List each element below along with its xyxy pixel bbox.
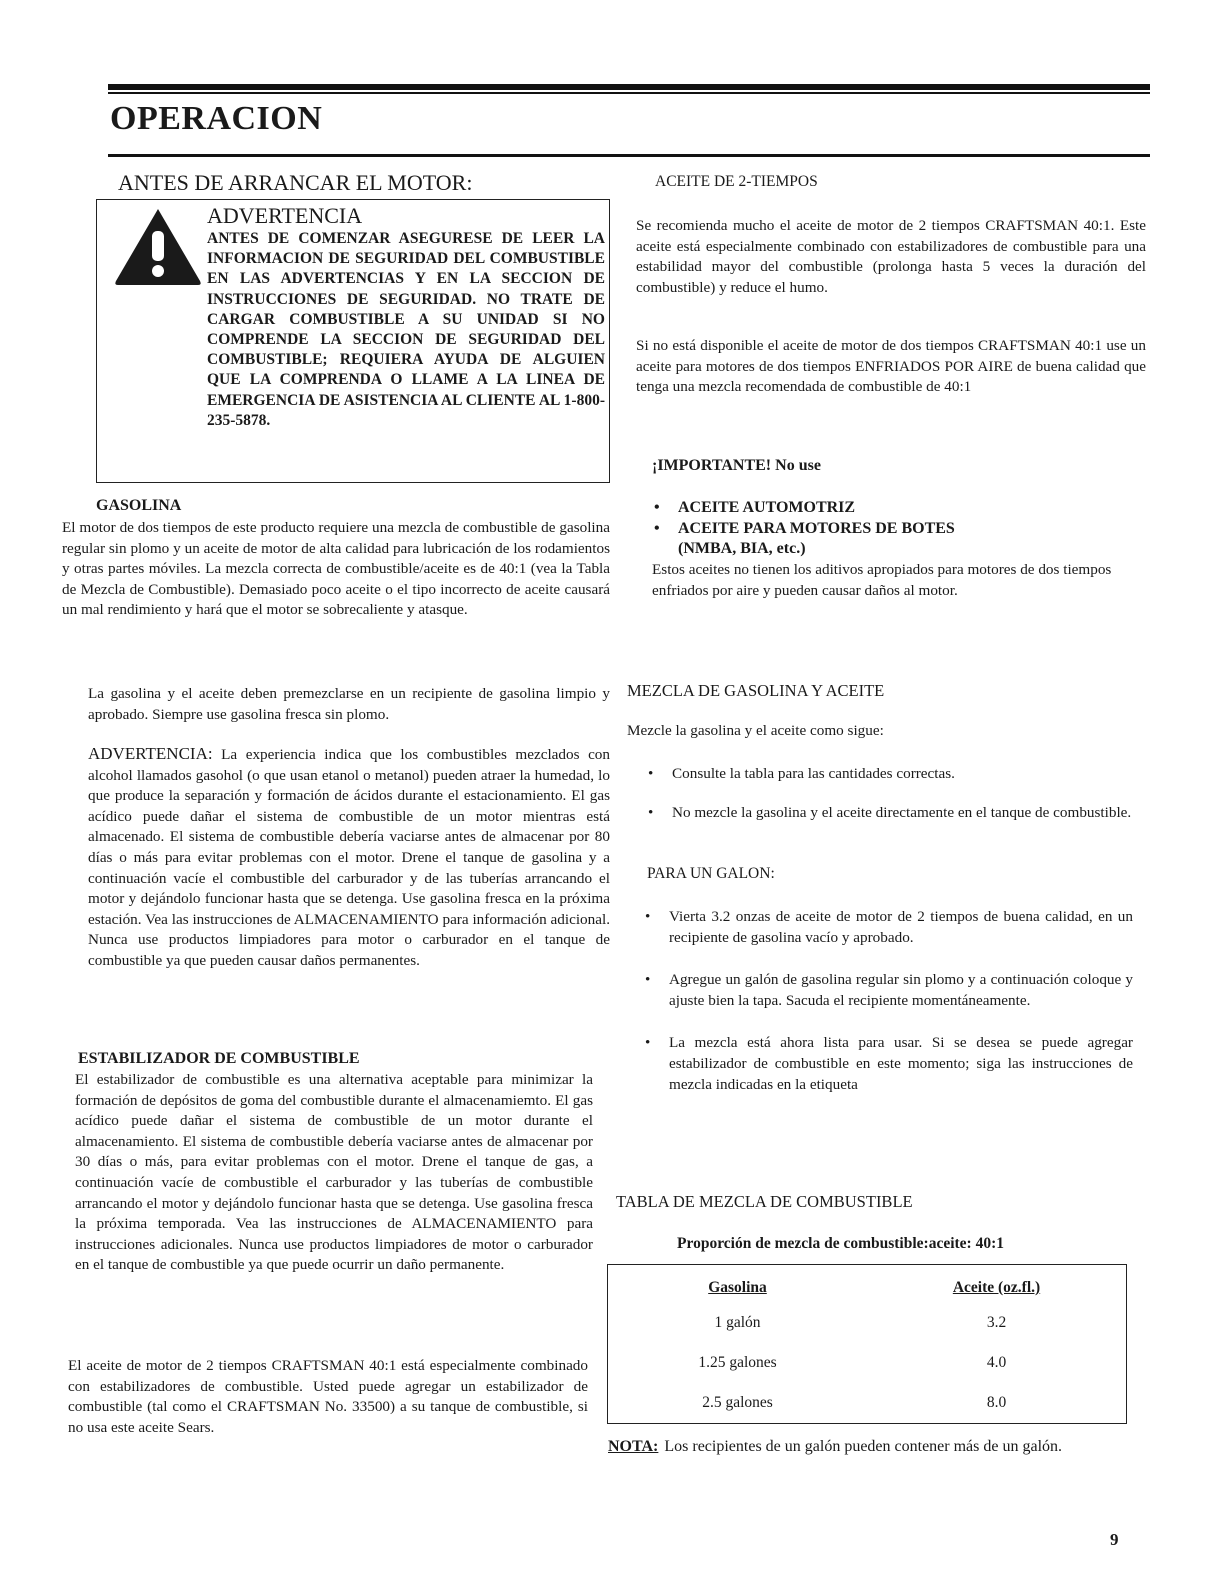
mix-table <box>608 1273 1126 1423</box>
list-item: • Agregue un galón de gasolina regular sin plomo y a continuación coloque y ajuste bien la tapa. Sacuda el recipiente momentáneamente. <box>645 970 1133 1011</box>
table-header-aceite: Aceite (oz.fl.) <box>952 1279 1041 1296</box>
table-row <box>608 1343 1126 1383</box>
estabilizador-paragraph-2: El aceite de motor de 2 tiempos CRAFTSMAN 40:1 está especialmente combinado con estabilizadores de combustible. Usted puede agregar un estabilizador de combustible (tal como el CRAFTSMAN No. 33500) a su tanque de combustible, si no usa este aceite Sears. <box>68 1357 588 1436</box>
list-item: • ACEITE AUTOMOTRIZ <box>654 498 1134 519</box>
list-item: • Consulte la tabla para las cantidades correctas. <box>648 764 1138 785</box>
aceite-paragraph-1: Se recomienda mucho el aceite de motor de 2 tiempos CRAFTSMAN 40:1. Este aceite está especialmente combinado con estabilizadores de combustible para una estabilidad mayor del combustible (prolonga hasta 5 veces la duración del combustible) y reduce el humo. <box>636 217 1146 296</box>
tabla-subtitle: Proporción de mezcla de combustible:aceite: 40:1 <box>677 1235 1005 1252</box>
tabla-heading: TABLA DE MEZCLA DE COMBUSTIBLE <box>616 1192 913 1211</box>
galon-steps <box>645 907 1133 1095</box>
list-item-text: La mezcla está ahora lista para usar. Si se desea se puede agregar estabilizador de combustible en este momento; siga las instrucciones de mezcla indicadas en la etiqueta <box>669 1034 1133 1093</box>
mezcla-heading: MEZCLA DE GASOLINA Y ACEITE <box>627 681 885 700</box>
table-cell: 1.25 galones <box>698 1354 777 1371</box>
gasolina-paragraph-2: La gasolina y el aceite deben premezclarse en un recipiente de gasolina limpio y aprobado. Siempre use gasolina fresca sin plomo. <box>88 685 610 723</box>
top-rule <box>108 84 1150 90</box>
list-item: • ACEITE PARA MOTORES DE BOTES <box>654 519 1134 540</box>
importante-note: Estos aceites no tienen los aditivos apropiados para motores de dos tiempos enfriados por aire y pueden causar daños al motor. <box>652 561 1112 599</box>
warning-paragraph-text: La experiencia indica que los combustibles mezclados con alcohol llamados gasohol (o que usan etanol o metanol) pueden atraer la humedad, lo que produce la separación y formación de ácidos durante el estacionamiento. El gas acídico puede dañar el sistema de combustible de un motor mientras está almacenado. El sistema de combustible debería vaciarse antes de almacenar por 80 días o más para evitar problemas con el motor. Drene el tanque de gasolina y a continuación vacíe el combustible del carburador y de las tuberías arrancando el motor y dejándolo funcionar hasta que se detenga. Use gasolina fresca en la próxima estación. Vea las instrucciones de ALMACENAMIENTO para información adicional. Nunca use productos limpiadores para motor o carburador en el tanque de combustible ya que pueden causar daños permanentes. <box>88 746 610 969</box>
warning-title: ADVERTENCIA <box>207 203 363 228</box>
list-item-text: Vierta 3.2 onzas de aceite de motor de 2 tiempos de buena calidad, en un recipiente de gasolina vacío y aprobado. <box>669 908 1133 946</box>
list-item: • No mezcle la gasolina y el aceite directamente en el tanque de combustible. <box>648 803 1138 824</box>
warning-text: ANTES DE COMENZAR ASEGURESE DE LEER LA INFORMACION DE SEGURIDAD DEL COMBUSTIBLE EN LAS ADVERTENCIAS Y EN LA SECCION DE INSTRUCCIONES DE SEGURIDAD. NO TRATE DE CARGAR COMBUSTIBLE A SU UNIDAD SI NO COMPRENDE LA SECCION DE SEGURIDAD DEL COMBUSTIBLE; REQUIERA AYUDA DE ALGUIEN QUE LA COMPRENDA O LLAME A LA LINEA DE EMERGENCIA DE ASISTENCIA AL CLIENTE AL 1-800-235-5878. <box>207 230 605 429</box>
list-item-text: No mezcle la gasolina y el aceite directamente en el tanque de combustible. <box>672 803 1132 821</box>
importante-list <box>654 498 1134 560</box>
list-item-text: Consulte la tabla para las cantidades correctas. <box>672 765 955 782</box>
list-item: • La mezcla está ahora lista para usar. Si se desea se puede agregar estabilizador de combustible en este momento; siga las instrucciones de mezcla indicadas en la etiqueta <box>645 1033 1133 1095</box>
table-header-row <box>608 1273 1126 1303</box>
warning-label: ADVERTENCIA: <box>88 744 213 763</box>
gasolina-paragraph-1: El motor de dos tiempos de este producto requiere una mezcla de combustible de gasolina regular sin plomo y un aceite de motor de alta calidad para lubricación de los rodamientos y otras partes móviles. La mezcla correcta de combustible/aceite es de 40:1 (vea la Tabla de Mezcla de Combustible). Demasiado poco aceite o el tipo incorrecto de aceite causará un mal rendimiento y hará que el motor se sobrecaliente y atasque. <box>62 519 610 619</box>
gasolina-heading: GASOLINA <box>96 497 182 514</box>
estabilizador-paragraph-1: El estabilizador de combustible es una alternativa aceptable para minimizar la formación de depósitos de goma del combustible durante el almacenamiemto. El gas acídico puede dañar el sistema de combustible de un motor durante el almacenamiento. El sistema de combustible debería vaciarse antes de almacenar por 30 días o más, para evitar problemas con el motor. Drene el tanque de gas, a continuación vacíe de combustible el carburador y las tuberías de combustible arrancando el motor y dejándolo funcionar hasta que se detenga. Use gasolina fresca la próxima temporada. Vea las instrucciones de ALMACENAMIENTO para instrucciones adicionales. Nunca use productos limpiadores de motor o carburador en el tanque de combustible ya que puede ocurrir un daño permanente. <box>75 1071 593 1274</box>
list-item-subtext: (NMBA, BIA, etc.) <box>678 540 806 557</box>
list-item: • Vierta 3.2 onzas de aceite de motor de 2 tiempos de buena calidad, en un recipiente de gasolina vacío y aprobado. <box>645 907 1133 948</box>
note-text: Los recipientes de un galón pueden contener más de un galón. <box>664 1438 1063 1455</box>
aceite-heading: ACEITE DE 2-TIEMPOS <box>655 173 818 190</box>
tabla-note <box>608 1436 1108 1457</box>
table-cell: 3.2 <box>986 1314 1007 1331</box>
list-item-text: ACEITE AUTOMOTRIZ <box>678 499 856 516</box>
section-title-antes: ANTES DE ARRANCAR EL MOTOR: <box>118 170 473 195</box>
mezcla-intro: Mezcle la gasolina y el aceite como sigue: <box>627 722 884 739</box>
estabilizador-heading: ESTABILIZADOR DE COMBUSTIBLE <box>78 1050 360 1067</box>
table-cell: 4.0 <box>986 1354 1007 1371</box>
para-un-galon-label: PARA UN GALON: <box>647 865 775 882</box>
aceite-paragraph-2: Si no está disponible el aceite de motor de dos tiempos CRAFTSMAN 40:1 use un aceite para motores de dos tiempos ENFRIADOS POR AIRE de buena calidad que tenga una mezcla recomendada de combustible de 40:1 <box>636 337 1146 396</box>
mezcla-list <box>648 764 1138 823</box>
top-rule-thin <box>108 92 1150 94</box>
warning-triangle-icon <box>112 205 204 287</box>
table-cell: 2.5 galones <box>702 1394 773 1411</box>
table-row <box>608 1383 1126 1423</box>
title-rule <box>108 154 1150 157</box>
table-header-gasolina: Gasolina <box>708 1279 767 1296</box>
mix-table-box <box>607 1264 1127 1424</box>
table-row <box>608 1303 1126 1343</box>
table-cell: 1 galón <box>714 1314 761 1331</box>
list-item-text: Agregue un galón de gasolina regular sin plomo y a continuación coloque y ajuste bien la tapa. Sacuda el recipiente momentáneamente. <box>669 971 1133 1009</box>
gasolina-warning-paragraph <box>88 744 610 972</box>
list-item-text: ACEITE PARA MOTORES DE BOTES <box>678 519 955 537</box>
table-cell: 8.0 <box>986 1394 1007 1411</box>
importante-heading: ¡IMPORTANTE! No use <box>652 457 821 474</box>
page-title: OPERACION <box>110 100 323 137</box>
note-label: NOTA: <box>608 1438 659 1455</box>
page-number: 9 <box>1110 1530 1119 1549</box>
